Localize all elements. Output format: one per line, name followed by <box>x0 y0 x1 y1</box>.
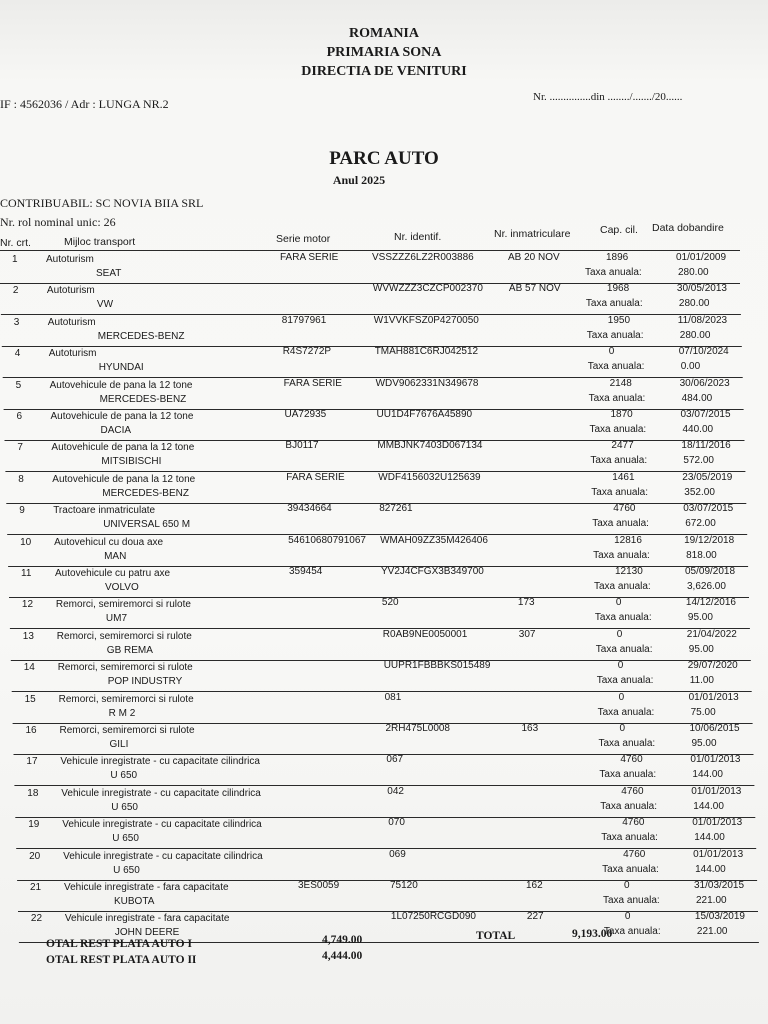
vehicle-brand: KUBOTA <box>114 896 155 907</box>
row-number: 14 <box>23 662 35 674</box>
fiscal-code-address: IF : 4562036 / Adr : LUNGA NR.2 <box>0 97 169 111</box>
vehicle-type: Remorci, semiremorci si rulote <box>59 725 195 736</box>
vehicle-identifier: R0AB9NE0050001 <box>382 628 468 640</box>
engine-serial: 359454 <box>289 566 323 577</box>
annual-tax-value: 144.00 <box>694 832 725 844</box>
annual-tax-label: Taxa anuala: <box>603 926 661 938</box>
table-row <box>7 503 747 535</box>
vehicle-brand: U 650 <box>113 864 140 876</box>
annual-tax-value: 144.00 <box>692 769 723 781</box>
engine-capacity: 0 <box>619 723 626 734</box>
annual-tax-label: Taxa anuala: <box>585 267 642 278</box>
annual-tax-label: Taxa anuala: <box>597 706 655 718</box>
page-year: Anul 2025 <box>332 173 386 187</box>
annual-tax-value: 144.00 <box>695 863 726 875</box>
vehicle-type: Autovehicul cu doua axe <box>54 536 164 548</box>
table-row <box>11 629 751 661</box>
annual-tax-value: 11.00 <box>689 675 714 687</box>
vehicle-type: Remorci, semiremorci si rulote <box>58 693 194 705</box>
vehicle-identifier: WDV9062331N349678 <box>375 377 479 389</box>
vehicle-identifier: UUPR1FBBBKS015489 <box>383 660 491 672</box>
acquisition-date: 01/01/2013 <box>688 691 739 703</box>
header-department: DIRECTIA DE VENITURI <box>301 64 467 79</box>
row-number: 11 <box>21 568 32 579</box>
annual-tax-value: 95.00 <box>688 643 714 655</box>
vehicle-brand: UM7 <box>105 613 128 625</box>
acquisition-date: 14/12/2016 <box>685 597 736 609</box>
annual-tax-label: Taxa anuala: <box>590 455 648 467</box>
table-row <box>8 535 748 567</box>
vehicle-identifier: 827261 <box>379 503 413 515</box>
grand-total-value: 9,193.00 <box>572 928 613 940</box>
vehicle-brand: MERCEDES-BENZ <box>102 487 189 499</box>
vehicle-type: Autovehicule cu patru axe <box>55 568 171 579</box>
vehicle-brand: VOLVO <box>105 582 139 593</box>
acquisition-date: 01/01/2013 <box>690 754 741 766</box>
vehicle-type: Autoturism <box>47 316 96 328</box>
engine-capacity: 0 <box>616 628 623 640</box>
annual-tax-value: 572.00 <box>683 455 714 467</box>
vehicle-type: Vehicule inregistrate - cu capacitate cilindrica <box>62 819 262 831</box>
vehicle-type: Autoturism <box>46 254 94 265</box>
row-number: 21 <box>30 882 42 893</box>
vehicle-type: Autovehicule de pana la 12 tone <box>52 473 196 485</box>
table-row <box>9 566 749 598</box>
role-number: Nr. rol nominal unic: 26 <box>0 215 116 229</box>
col-cap: Cap. cil. <box>600 224 638 236</box>
vehicle-type: Vehicule inregistrate - fara capacitate <box>64 882 229 893</box>
table-row <box>14 754 754 786</box>
registration-number: AB 20 NOV <box>508 252 560 263</box>
acquisition-date: 07/10/2024 <box>678 346 729 358</box>
annual-tax-value: 221.00 <box>696 895 727 906</box>
vehicle-type: Autoturism <box>46 285 95 297</box>
engine-capacity: 0 <box>618 691 625 703</box>
vehicle-identifier: 1L07250RCGD090 <box>390 911 476 923</box>
total-rest-2-label: OTAL REST PLATA AUTO II <box>46 954 197 966</box>
annual-tax-label: Taxa anuala: <box>595 643 653 655</box>
engine-serial: FARA SERIE <box>286 471 345 483</box>
annual-tax-label: Taxa anuala: <box>594 612 652 624</box>
acquisition-date: 30/05/2013 <box>676 283 727 295</box>
vehicle-identifier: 75120 <box>390 880 418 891</box>
vehicle-identifier: WDF4156032U125639 <box>378 471 481 483</box>
vehicle-brand: UNIVERSAL 650 M <box>103 519 191 531</box>
vehicle-type: Vehicule inregistrate - fara capacitate <box>64 913 230 925</box>
registration-number: 227 <box>526 911 544 923</box>
col-nr: Nr. crt. <box>0 237 31 249</box>
annual-tax-label: Taxa anuala: <box>588 392 646 404</box>
acquisition-date: 01/01/2013 <box>692 817 743 829</box>
vehicle-identifier: 067 <box>386 754 404 766</box>
table-row <box>10 597 750 629</box>
vehicle-type: Autoturism <box>48 348 97 360</box>
engine-capacity: 0 <box>615 597 622 609</box>
table-row <box>5 409 745 441</box>
acquisition-date: 23/05/2019 <box>682 471 733 483</box>
annual-tax-value: 818.00 <box>686 549 717 561</box>
total-rest-1-label: OTAL REST PLATA AUTO I <box>46 938 192 950</box>
grand-total-label: TOTAL <box>476 930 516 942</box>
annual-tax-value: 440.00 <box>682 424 714 435</box>
annual-tax-value: 280.00 <box>679 329 711 341</box>
page-title: PARC AUTO <box>329 148 439 169</box>
acquisition-date: 01/01/2013 <box>691 785 742 797</box>
annual-tax-value: 672.00 <box>685 518 716 530</box>
acquisition-date: 11/08/2023 <box>677 314 728 326</box>
table-row <box>16 817 756 849</box>
vehicle-identifier: 069 <box>389 848 406 860</box>
table-row <box>14 723 754 755</box>
engine-serial: 39434664 <box>287 503 332 515</box>
row-number: 7 <box>17 442 23 454</box>
row-number: 8 <box>18 473 24 485</box>
vehicle-identifier: 2RH475L0008 <box>385 723 450 734</box>
vehicle-identifier: YV2J4CFGX3B349700 <box>381 566 484 577</box>
acquisition-date: 31/03/2015 <box>694 880 745 891</box>
engine-capacity: 4760 <box>622 817 645 829</box>
annual-tax-label: Taxa anuala: <box>593 549 650 561</box>
annual-tax-value: 280.00 <box>678 267 709 278</box>
engine-capacity: 0 <box>624 880 630 891</box>
acquisition-date: 05/09/2018 <box>685 566 736 577</box>
vehicle-brand: MERCEDES-BENZ <box>99 393 187 405</box>
vehicle-brand: GILI <box>109 739 129 750</box>
vehicle-type: Autovehicule de pana la 12 tone <box>50 411 194 422</box>
acquisition-date: 21/04/2022 <box>686 628 737 640</box>
vehicle-identifier: WMAH09ZZ35M426406 <box>380 534 488 546</box>
row-number: 10 <box>20 536 32 548</box>
col-ident: Nr. identif. <box>394 231 442 243</box>
acquisition-date: 03/07/2015 <box>683 503 734 515</box>
vehicle-brand: SEAT <box>96 268 122 279</box>
annual-tax-value: 95.00 <box>687 612 713 624</box>
row-number: 22 <box>30 913 43 925</box>
engine-capacity: 0 <box>624 911 631 923</box>
engine-serial: UA72935 <box>284 409 327 420</box>
vehicle-identifier: 520 <box>381 597 399 609</box>
registration-number: AB 57 NOV <box>508 283 561 295</box>
annual-tax-label: Taxa anuala: <box>586 329 644 341</box>
vehicle-brand: MITSIBISCHI <box>101 456 162 468</box>
registration-number: 173 <box>517 597 535 609</box>
row-number: 4 <box>14 348 21 360</box>
vehicle-type: Vehicule inregistrate - cu capacitate cilindrica <box>61 787 261 799</box>
vehicle-brand: R M 2 <box>108 707 136 719</box>
vehicle-identifier: W1VVKFSZ0P4270050 <box>373 314 479 326</box>
row-number: 9 <box>19 505 25 517</box>
acquisition-date: 15/03/2019 <box>694 911 745 923</box>
acquisition-date: 01/01/2009 <box>676 252 727 263</box>
table-row <box>1 283 741 315</box>
taxpayer-name: CONTRIBUABIL: SC NOVIA BIIA SRL <box>0 196 204 210</box>
annual-tax-value: 280.00 <box>678 298 710 310</box>
vehicle-identifier: TMAH881C6RJ042512 <box>374 346 479 358</box>
acquisition-date: 03/07/2015 <box>680 409 731 420</box>
vehicle-type: Tractoare inmatriculate <box>53 505 156 517</box>
vehicle-brand: U 650 <box>111 801 138 813</box>
vehicle-identifier: WVWZZZ3CZCP002370 <box>372 283 483 295</box>
row-number: 5 <box>15 379 22 391</box>
table-row <box>0 252 740 284</box>
engine-capacity: 2148 <box>609 377 632 389</box>
header-country: ROMANIA <box>349 26 419 41</box>
annual-tax-value: 484.00 <box>681 392 713 404</box>
engine-capacity: 4760 <box>620 754 643 766</box>
table-row <box>18 880 758 912</box>
row-number: 16 <box>25 725 37 736</box>
engine-capacity: 12130 <box>615 566 643 577</box>
row-number: 12 <box>21 599 34 611</box>
vehicle-type: Vehicule inregistrate - cu capacitate cilindrica <box>63 850 263 862</box>
annual-tax-value: 75.00 <box>690 706 716 718</box>
annual-tax-value: 0.00 <box>680 361 701 373</box>
table-row <box>12 660 752 692</box>
row-number: 20 <box>29 850 41 862</box>
vehicle-brand: MERCEDES-BENZ <box>97 330 185 342</box>
table-row <box>6 472 746 504</box>
acquisition-date: 01/01/2013 <box>693 848 744 860</box>
vehicle-type: Autovehicule de pana la 12 tone <box>51 442 195 454</box>
table-row <box>13 692 753 724</box>
document-number: Nr. ...............din ......../......./20...... <box>533 91 683 103</box>
total-rest-1-value: 4,749.00 <box>322 934 363 946</box>
annual-tax-label: Taxa anuala: <box>598 738 656 749</box>
registration-number: 163 <box>521 723 539 734</box>
engine-capacity: 1870 <box>610 409 633 420</box>
vehicle-brand: MAN <box>104 550 127 562</box>
engine-serial: R4S7272P <box>282 346 332 358</box>
annual-tax-label: Taxa anuala: <box>599 769 657 781</box>
vehicle-brand: U 650 <box>110 770 138 782</box>
vehicle-identifier: VSSZZZ6LZ2R003886 <box>372 252 474 263</box>
engine-capacity: 12816 <box>614 534 642 546</box>
annual-tax-value: 95.00 <box>691 738 717 749</box>
total-rest-2-value: 4,444.00 <box>322 950 363 962</box>
engine-capacity: 4760 <box>621 785 644 797</box>
engine-capacity: 0 <box>608 346 615 358</box>
acquisition-date: 30/06/2023 <box>679 377 730 389</box>
engine-serial: FARA SERIE <box>280 252 339 263</box>
acquisition-date: 19/12/2018 <box>684 534 735 546</box>
row-number: 19 <box>28 819 40 831</box>
engine-capacity: 2477 <box>611 440 634 452</box>
vehicle-type: Remorci, semiremorci si rulote <box>57 662 193 674</box>
row-number: 17 <box>26 756 38 768</box>
annual-tax-value: 352.00 <box>684 486 715 498</box>
engine-serial: BJ0117 <box>285 440 319 452</box>
row-number: 1 <box>12 254 18 265</box>
engine-serial: 81797961 <box>281 314 327 326</box>
table-row <box>17 849 757 881</box>
vehicle-brand: JOHN DEERE <box>114 927 180 939</box>
vehicle-brand: POP INDUSTRY <box>107 676 183 688</box>
row-number: 18 <box>27 787 39 799</box>
engine-capacity: 1896 <box>606 252 629 263</box>
table-row <box>2 315 742 347</box>
row-number: 6 <box>16 411 23 422</box>
annual-tax-label: Taxa anuala: <box>594 581 651 592</box>
annual-tax-label: Taxa anuala: <box>596 675 654 687</box>
engine-capacity: 0 <box>617 660 624 672</box>
vehicle-identifier: 042 <box>387 785 404 797</box>
vehicle-brand: GB REMA <box>106 644 153 656</box>
table-row <box>3 346 743 378</box>
annual-tax-label: Taxa anuala: <box>601 832 658 844</box>
annual-tax-label: Taxa anuala: <box>603 895 660 906</box>
row-number: 15 <box>24 693 36 705</box>
engine-serial: 54610680791067 <box>288 534 366 546</box>
vehicle-type: Remorci, semiremorci si rulote <box>55 599 191 611</box>
engine-capacity: 1950 <box>607 314 631 326</box>
vehicle-brand: HYUNDAI <box>98 362 144 374</box>
vehicle-brand: DACIA <box>100 425 132 436</box>
vehicle-brand: U 650 <box>112 833 139 845</box>
engine-serial: FARA SERIE <box>283 377 342 389</box>
annual-tax-value: 144.00 <box>693 800 724 812</box>
col-serie: Serie motor <box>276 233 331 245</box>
col-mijloc: Mijloc transport <box>64 236 136 248</box>
vehicle-identifier: UU1D4F7676A45890 <box>376 409 473 420</box>
acquisition-date: 10/06/2015 <box>689 723 740 734</box>
engine-capacity: 4760 <box>623 848 646 860</box>
table-row <box>5 440 745 472</box>
header-institution: PRIMARIA SONA <box>326 45 442 60</box>
engine-capacity: 4760 <box>613 503 636 515</box>
annual-tax-label: Taxa anuala: <box>592 518 649 530</box>
annual-tax-label: Taxa anuala: <box>585 298 643 310</box>
engine-capacity: 1968 <box>606 283 630 295</box>
col-inmat: Nr. inmatriculare <box>494 228 571 240</box>
annual-tax-label: Taxa anuala: <box>591 486 649 498</box>
vehicle-type: Autovehicule de pana la 12 tone <box>49 379 193 391</box>
annual-tax-label: Taxa anuala: <box>589 424 647 435</box>
annual-tax-label: Taxa anuala: <box>602 863 659 875</box>
vehicle-brand: VW <box>96 299 114 311</box>
engine-serial: 3ES0059 <box>298 880 340 891</box>
row-number: 3 <box>13 316 20 328</box>
vehicle-identifier: 081 <box>384 691 402 703</box>
acquisition-date: 29/07/2020 <box>687 660 738 672</box>
vehicle-identifier: 070 <box>388 817 405 829</box>
registration-number: 307 <box>518 628 536 640</box>
vehicle-identifier: MMBJNK7403D067134 <box>377 440 483 452</box>
engine-capacity: 1461 <box>612 471 635 483</box>
table-row <box>15 786 755 818</box>
row-number: 13 <box>22 630 34 642</box>
annual-tax-label: Taxa anuala: <box>600 800 658 812</box>
annual-tax-value: 3,626.00 <box>687 581 726 592</box>
registration-number: 162 <box>526 880 543 891</box>
table-row <box>4 378 744 410</box>
vehicle-type: Vehicule inregistrate - cu capacitate cilindrica <box>60 756 260 768</box>
annual-tax-value: 221.00 <box>696 926 728 938</box>
acquisition-date: 18/11/2016 <box>681 440 731 452</box>
annual-tax-label: Taxa anuala: <box>587 361 645 373</box>
vehicle-type: Remorci, semiremorci si rulote <box>56 630 192 642</box>
row-number: 2 <box>12 285 19 297</box>
col-data: Data dobandire <box>652 222 724 234</box>
